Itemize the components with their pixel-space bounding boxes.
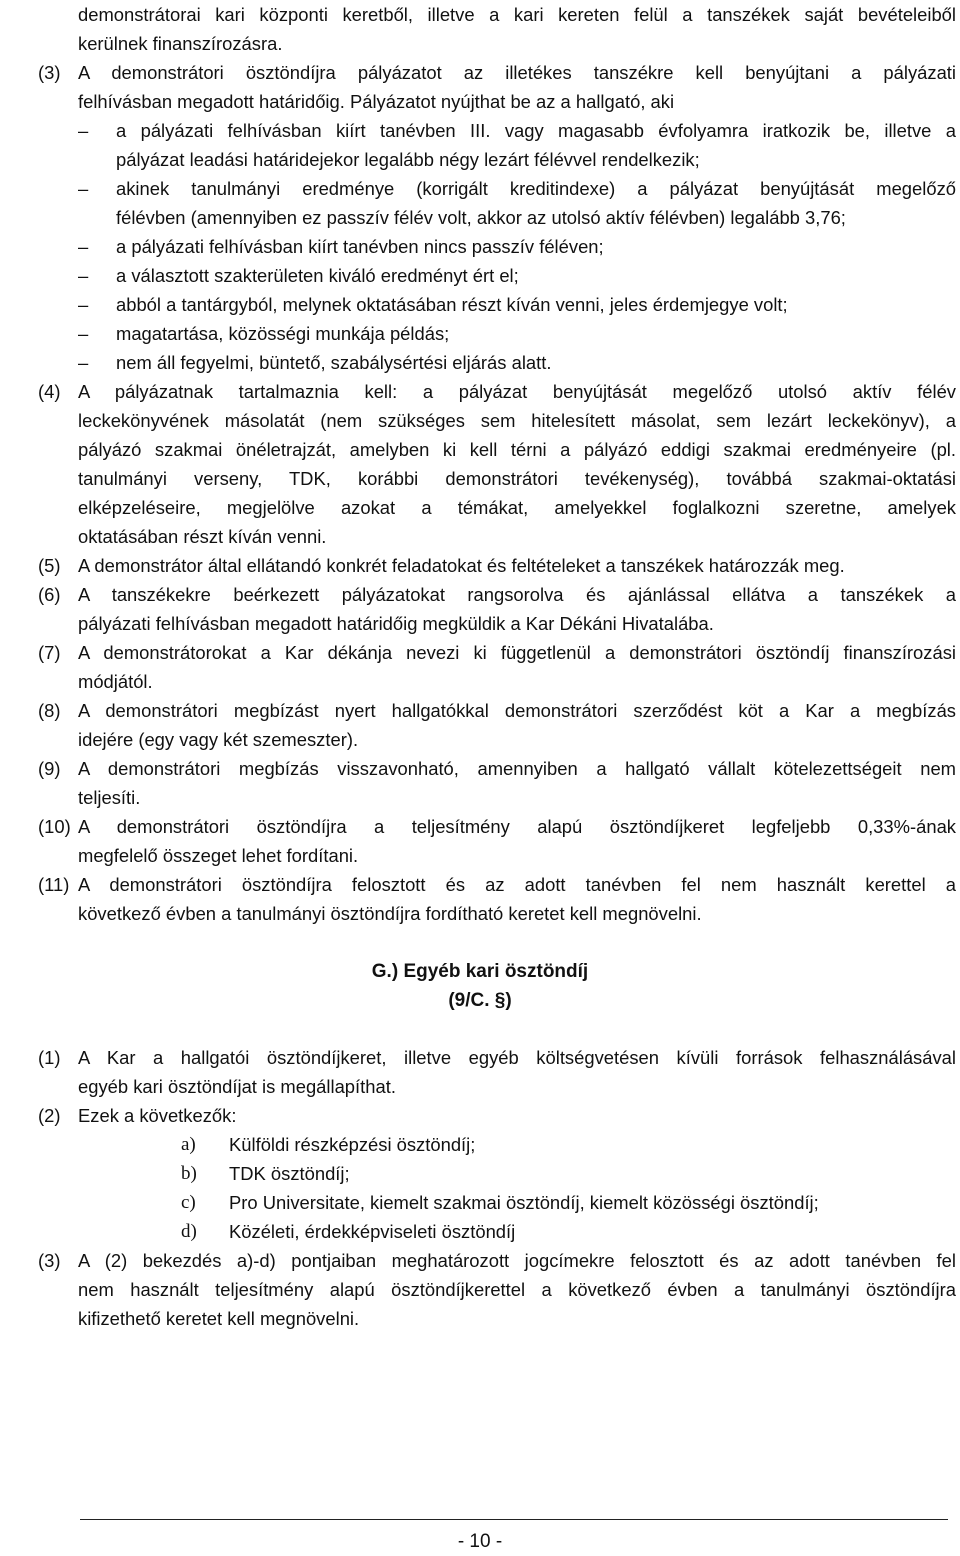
bullet-line: nem áll fegyelmi, büntető, szabálysértési eljárás alatt. (116, 352, 552, 373)
paragraph-line: teljesíti. (78, 787, 141, 808)
paragraph-line: Ezek a következők: (78, 1105, 237, 1126)
bullet-line: a pályázati felhívásban kiírt tanévben nincs passzív féléven; (116, 236, 604, 257)
footer-rule (80, 1519, 948, 1520)
paragraph-number: (6) (38, 584, 61, 605)
paragraph-number: (4) (38, 381, 61, 402)
list-letter: d) (181, 1221, 197, 1242)
bullet-dash: – (78, 323, 89, 344)
bullet-dash: – (78, 178, 89, 199)
paragraph-line: következő évben a tanulmányi ösztöndíjra fordítható keretet kell megnövelni. (78, 903, 702, 924)
bullet-line: félévben (amennyiben ez passzív félév volt, akkor az utolsó aktív félévben) legalább 3,76; (116, 207, 846, 228)
bullet-dash: – (78, 265, 89, 286)
bullet-dash: – (78, 120, 89, 141)
paragraph-number: (8) (38, 700, 61, 721)
bullet-line: a pályázati felhívásban kiírt tanévben III. vagy magasabb évfolyamra iratkozik be, illetve a (116, 120, 956, 141)
bullet-dash: – (78, 294, 89, 315)
paragraph-line: tanulmányi verseny, TDK, korábbi demonstrátori tevékenység), továbbá szakmai-oktatási (78, 468, 956, 489)
paragraph-number: (7) (38, 642, 61, 663)
list-item: Külföldi részképzési ösztöndíj; (229, 1134, 476, 1155)
paragraph-line: kifizethető keretet kell megnövelni. (78, 1308, 360, 1329)
paragraph-number: (1) (38, 1047, 61, 1068)
paragraph-line: elképzeléseire, megjelölve azokat a témákat, amelyekkel foglalkozni szeretne, amelyek (78, 497, 956, 518)
bullet-line: a választott szakterületen kiváló eredményt ért el; (116, 265, 519, 286)
paragraph-line: oktatásában részt kíván venni. (78, 526, 327, 547)
bullet-line: magatartása, közösségi munkája példás; (116, 323, 450, 344)
paragraph-line: megfelelő összeget lehet fordítani. (78, 845, 359, 866)
paragraph-line: A demonstrátor által ellátandó konkrét feladatokat és feltételeket a tanszékek határozzák meg. (78, 555, 845, 576)
list-letter: b) (181, 1163, 197, 1184)
list-item: Közéleti, érdekképviseleti ösztöndíj (229, 1221, 516, 1242)
paragraph-line: nem használt teljesítmény alapú ösztöndíjkerettel a következő évben a tanulmányi ösztöndíjra (78, 1279, 956, 1300)
paragraph-line: A pályázatnak tartalmaznia kell: a pályázat benyújtását megelőző utolsó aktív félév (78, 381, 956, 402)
paragraph-number: (9) (38, 758, 61, 779)
paragraph-number: (5) (38, 555, 61, 576)
paragraph-line: A demonstrátori megbízást nyert hallgatókkal demonstrátori szerződést köt a Kar a megbízás (78, 700, 956, 721)
paragraph-number: (3) (38, 62, 61, 83)
bullet-line: abból a tantárgyból, melynek oktatásában részt kíván venni, jeles érdemjegye volt; (116, 294, 788, 315)
paragraph-line: A demonstrátori ösztöndíjra a teljesítmény alapú ösztöndíjkeret legfeljebb 0,33%-ának (78, 816, 956, 837)
paragraph-number: (10) (38, 816, 71, 837)
paragraph-line: A demonstrátori megbízás visszavonható, amennyiben a hallgató vállalt kötelezettségeit nem (78, 758, 956, 779)
page-number: - 10 - (457, 1531, 503, 1552)
paragraph-line: A demonstrátorokat a Kar dékánja nevezi ki függetlenül a demonstrátori ösztöndíj finanszírozási (78, 642, 956, 663)
paragraph-line: egyéb kari ösztöndíjat is megállapíthat. (78, 1076, 396, 1097)
paragraph-line: módjától. (78, 671, 153, 692)
list-letter: a) (181, 1134, 196, 1155)
bullet-line: akinek tanulmányi eredménye (korrigált kreditindexe) a pályázat benyújtását megelőző (116, 178, 956, 199)
bullet-line: pályázat leadási határidejekor legalább négy lezárt félévvel rendelkezik; (116, 149, 700, 170)
bullet-dash: – (78, 236, 89, 257)
paragraph-line: A tanszékekre beérkezett pályázatokat rangsorolva és ajánlással ellátva a tanszékek a (78, 584, 956, 605)
section-title: G.) Egyéb kari ösztöndíj (371, 961, 589, 982)
paragraph-number: (11) (38, 874, 70, 895)
paragraph-line: leckekönyvének másolatát (nem szükséges sem hitelesített másolat, sem lezárt leckekönyv), a (78, 410, 956, 431)
bullet-dash: – (78, 352, 89, 373)
paragraph-number: (2) (38, 1105, 61, 1126)
paragraph-number: (3) (38, 1250, 61, 1271)
list-letter: c) (181, 1192, 196, 1213)
paragraph-line: kerülnek finanszírozásra. (78, 33, 283, 54)
paragraph-line: A demonstrátori ösztöndíjra pályázatot az illetékes tanszékre kell benyújtani a pályázati (78, 62, 956, 83)
list-item: TDK ösztöndíj; (229, 1163, 350, 1184)
paragraph-line: A Kar a hallgatói ösztöndíjkeret, illetve egyéb költségvetésen kívüli források felhasználásával (78, 1047, 956, 1068)
paragraph-line: pályázó szakmai önéletrajzát, amelyben ki kell térni a pályázó eddigi szakmai eredményeire (pl. (78, 439, 956, 460)
paragraph-line: idejére (egy vagy két szemeszter). (78, 729, 359, 750)
section-subtitle: (9/C. §) (448, 990, 512, 1011)
list-item: Pro Universitate, kiemelt szakmai ösztöndíj, kiemelt közösségi ösztöndíj; (229, 1192, 819, 1213)
paragraph-line: A demonstrátori ösztöndíjra felosztott és az adott tanévben fel nem használt kerettel a (78, 874, 956, 895)
paragraph-line: demonstrátorai kari központi keretből, illetve a kari kereten felül a tanszékek saját bevételeiből (78, 4, 956, 25)
paragraph-line: A (2) bekezdés a)-d) pontjaiban meghatározott jogcímekre felosztott és az adott tanévben fel (78, 1250, 956, 1271)
paragraph-line: felhívásban megadott határidőig. Pályázatot nyújthat be az a hallgató, aki (78, 91, 675, 112)
paragraph-line: pályázati felhívásban megadott határidőig megküldik a Kar Dékáni Hivatalába. (78, 613, 714, 634)
